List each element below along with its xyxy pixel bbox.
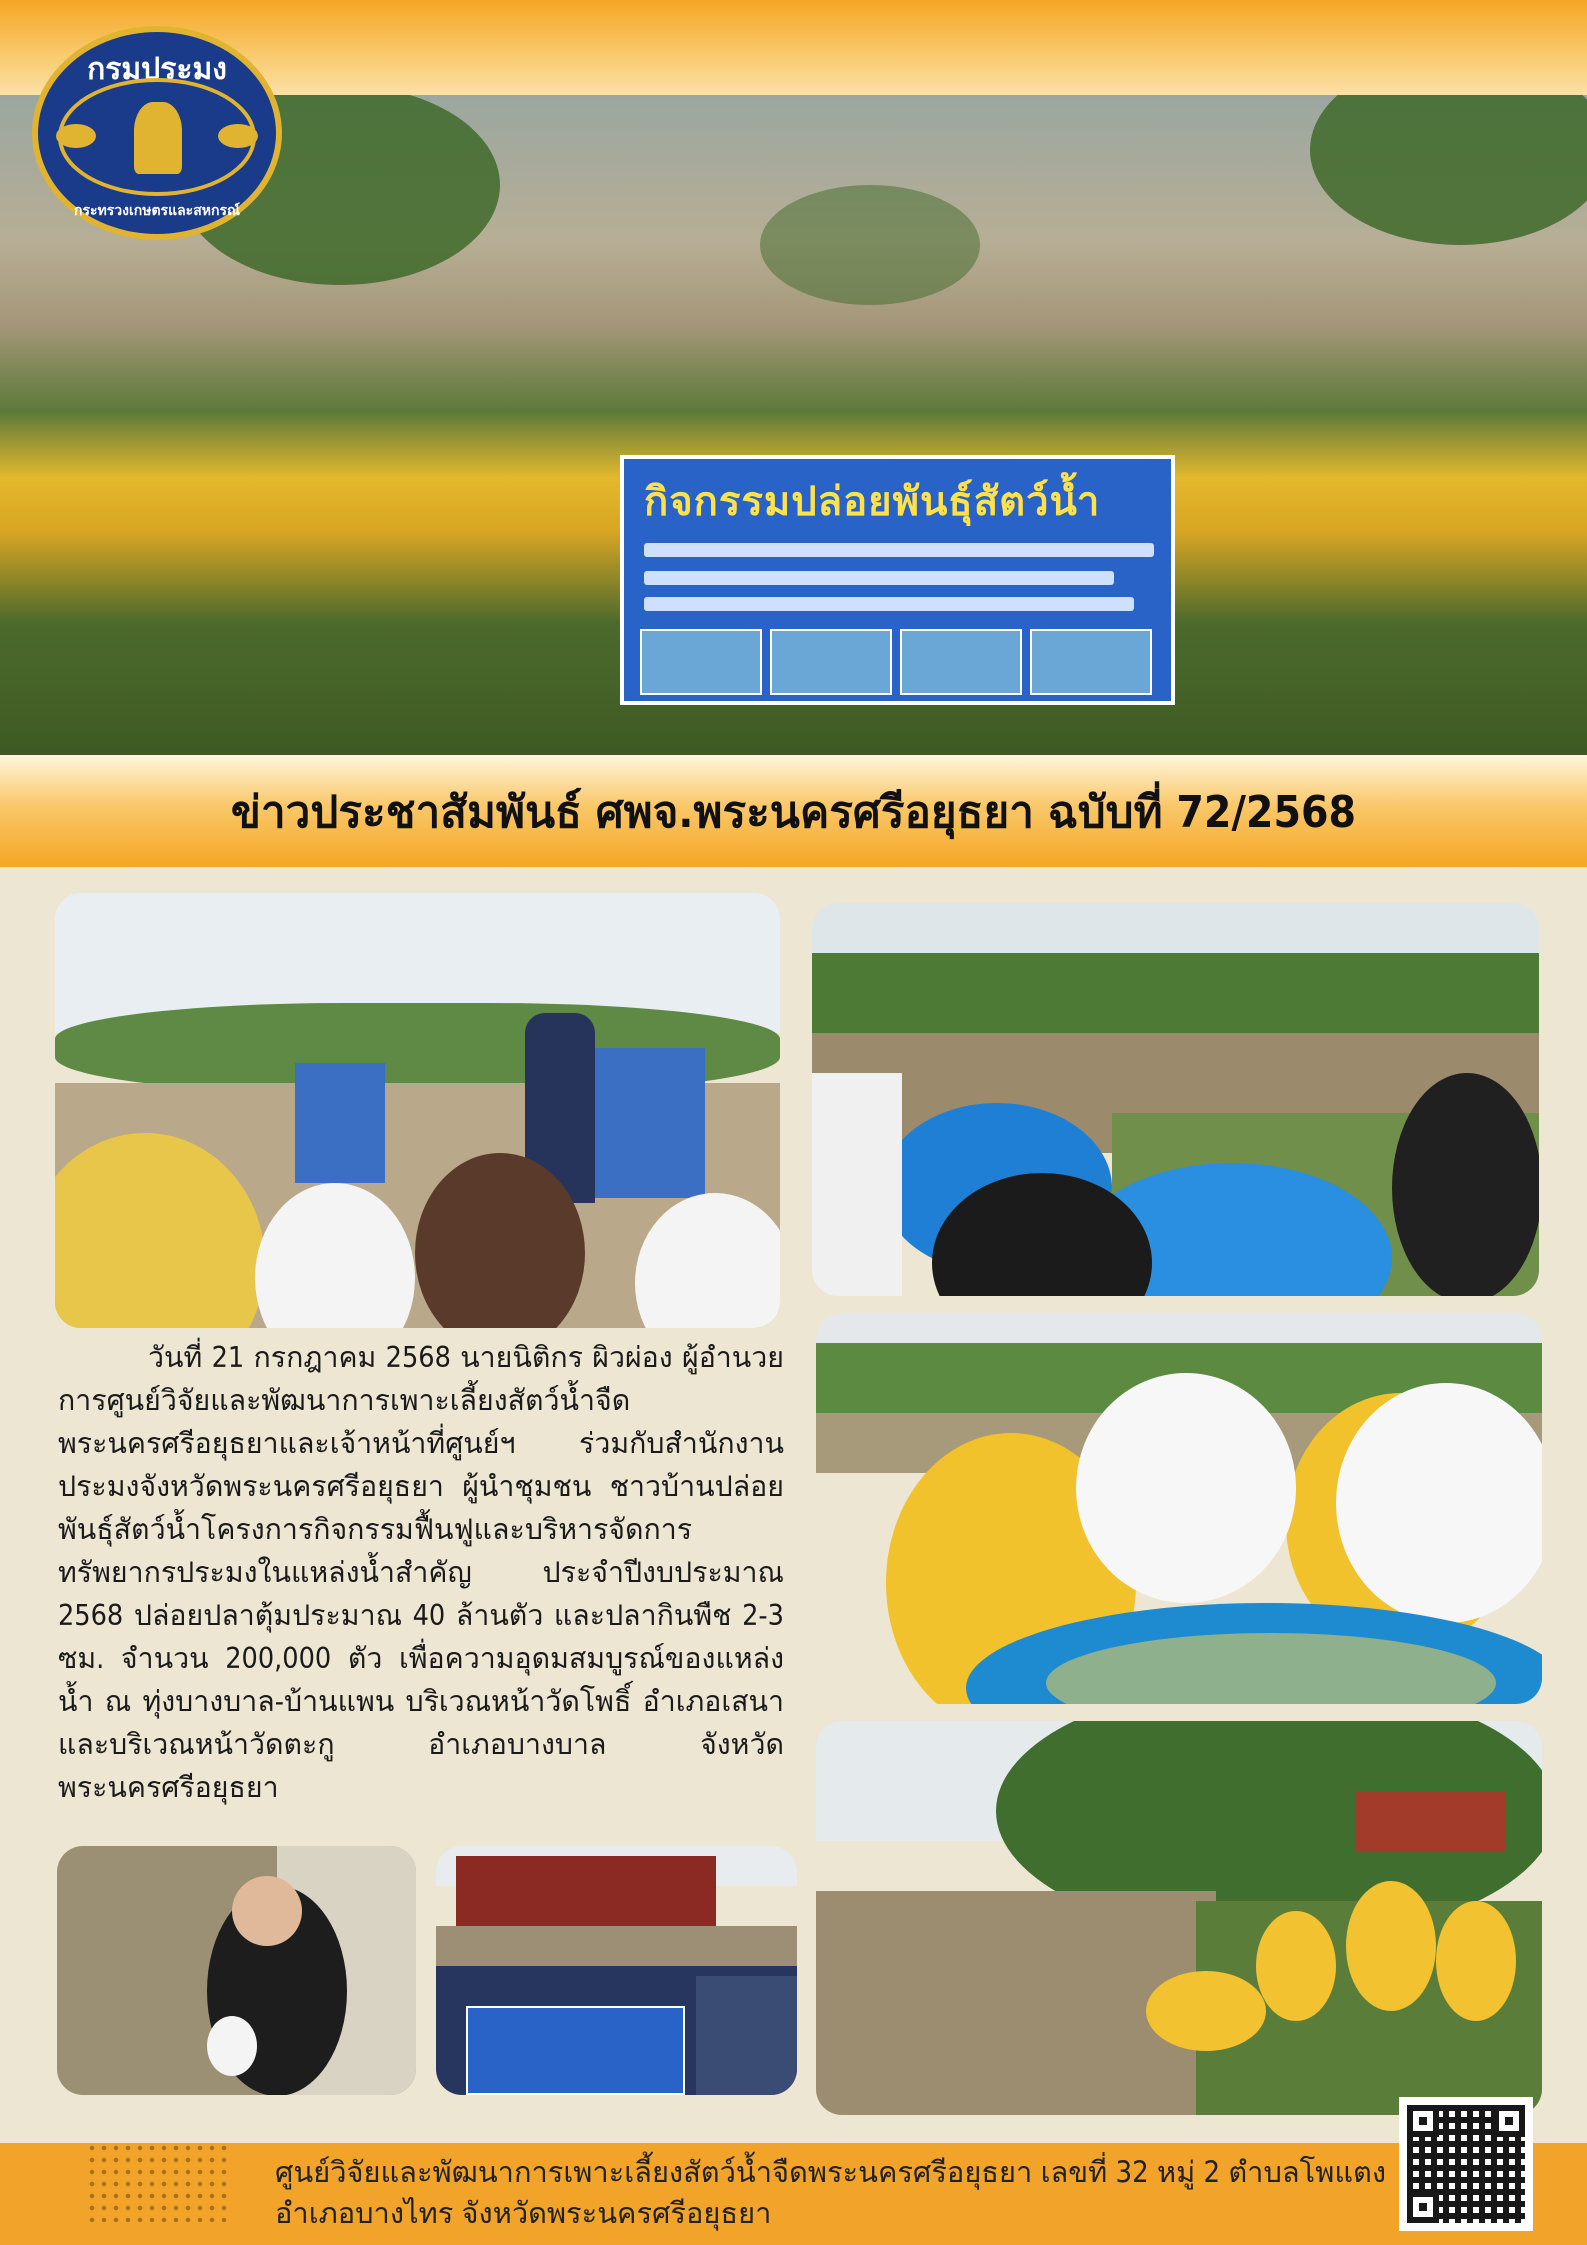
photo-releasing-fish [816, 1313, 1542, 1704]
photo-water-tanks [812, 903, 1539, 1296]
footer-address-line2: อำเภอบางไทร จังหวัดพระนครศรีอยุธยา [275, 2196, 772, 2230]
article-body: วันที่ 21 กรกฎาคม 2568 นายนิติกร ผิวผ่อง ผู้อำนวยการศูนย์วิจัยและพัฒนาการเพาะเลี้ยงสัตว์น้ำจืดพระนครศรีอยุธยาและเจ้าหน้าที่ศูนย์ฯ ร่วมกับสำนักงานประมงจังหวัดพระนครศรีอยุธยา ผู้นำชุมชน ชาวบ้านปล่อยพันธุ์สัตว์น้ำโครงการกิจกรรมฟื้นฟูและบริหารจัดการทรัพยากรประมงในแหล่งน้ำสำคัญ ประจำปีงบประมาณ 2568 ปล่อยปลาตุ้มประมาณ 40 ล้านตัว และปลากินพืช 2-3 ซม. จำนวน 200,000 ตัว เพื่อความอุดมสมบูรณ์ของแหล่งน้ำ ณ ทุ่งบางบาล-บ้านแพน บริเวณหน้าวัดโพธิ์ อำเภอเสนา และบริเวณหน้าวัดตะกู อำเภอบางบาล จังหวัดพระนครศรีอยุธยา [58, 1341, 784, 1804]
photo-riverbank [816, 1721, 1542, 2115]
photo-group-banner [436, 1846, 797, 2095]
page-title: ข่าวประชาสัมพันธ์ ศพจ.พระนครศรีอยุธยา ฉบับที่ 72/2568 [230, 787, 1357, 838]
decorative-dots [86, 2142, 231, 2222]
photo-briefing [55, 893, 780, 1328]
emblem-icon [134, 102, 182, 174]
seal-bottom-text: กระทรวงเกษตรและสหกรณ์ [74, 203, 240, 219]
event-banner-title: กิจกรรมปล่อยพันธุ์สัตว์น้ำ [644, 479, 1101, 525]
qr-code-icon[interactable] [1399, 2097, 1533, 2231]
footer-address-line1: ศูนย์วิจัยและพัฒนาการเพาะเลี้ยงสัตว์น้ำจืดพระนครศรีอยุธยา เลขที่ 32 หมู่ 2 ตำบลโพแตง [275, 2155, 1387, 2189]
fish-icon [218, 124, 258, 148]
fish-icon [56, 124, 96, 148]
photo-woman-releasing [57, 1846, 416, 2095]
title-band [0, 755, 1587, 867]
department-of-fisheries-seal [32, 26, 282, 240]
event-banner [620, 455, 1175, 705]
seal-top-text: กรมประมง [87, 52, 227, 87]
